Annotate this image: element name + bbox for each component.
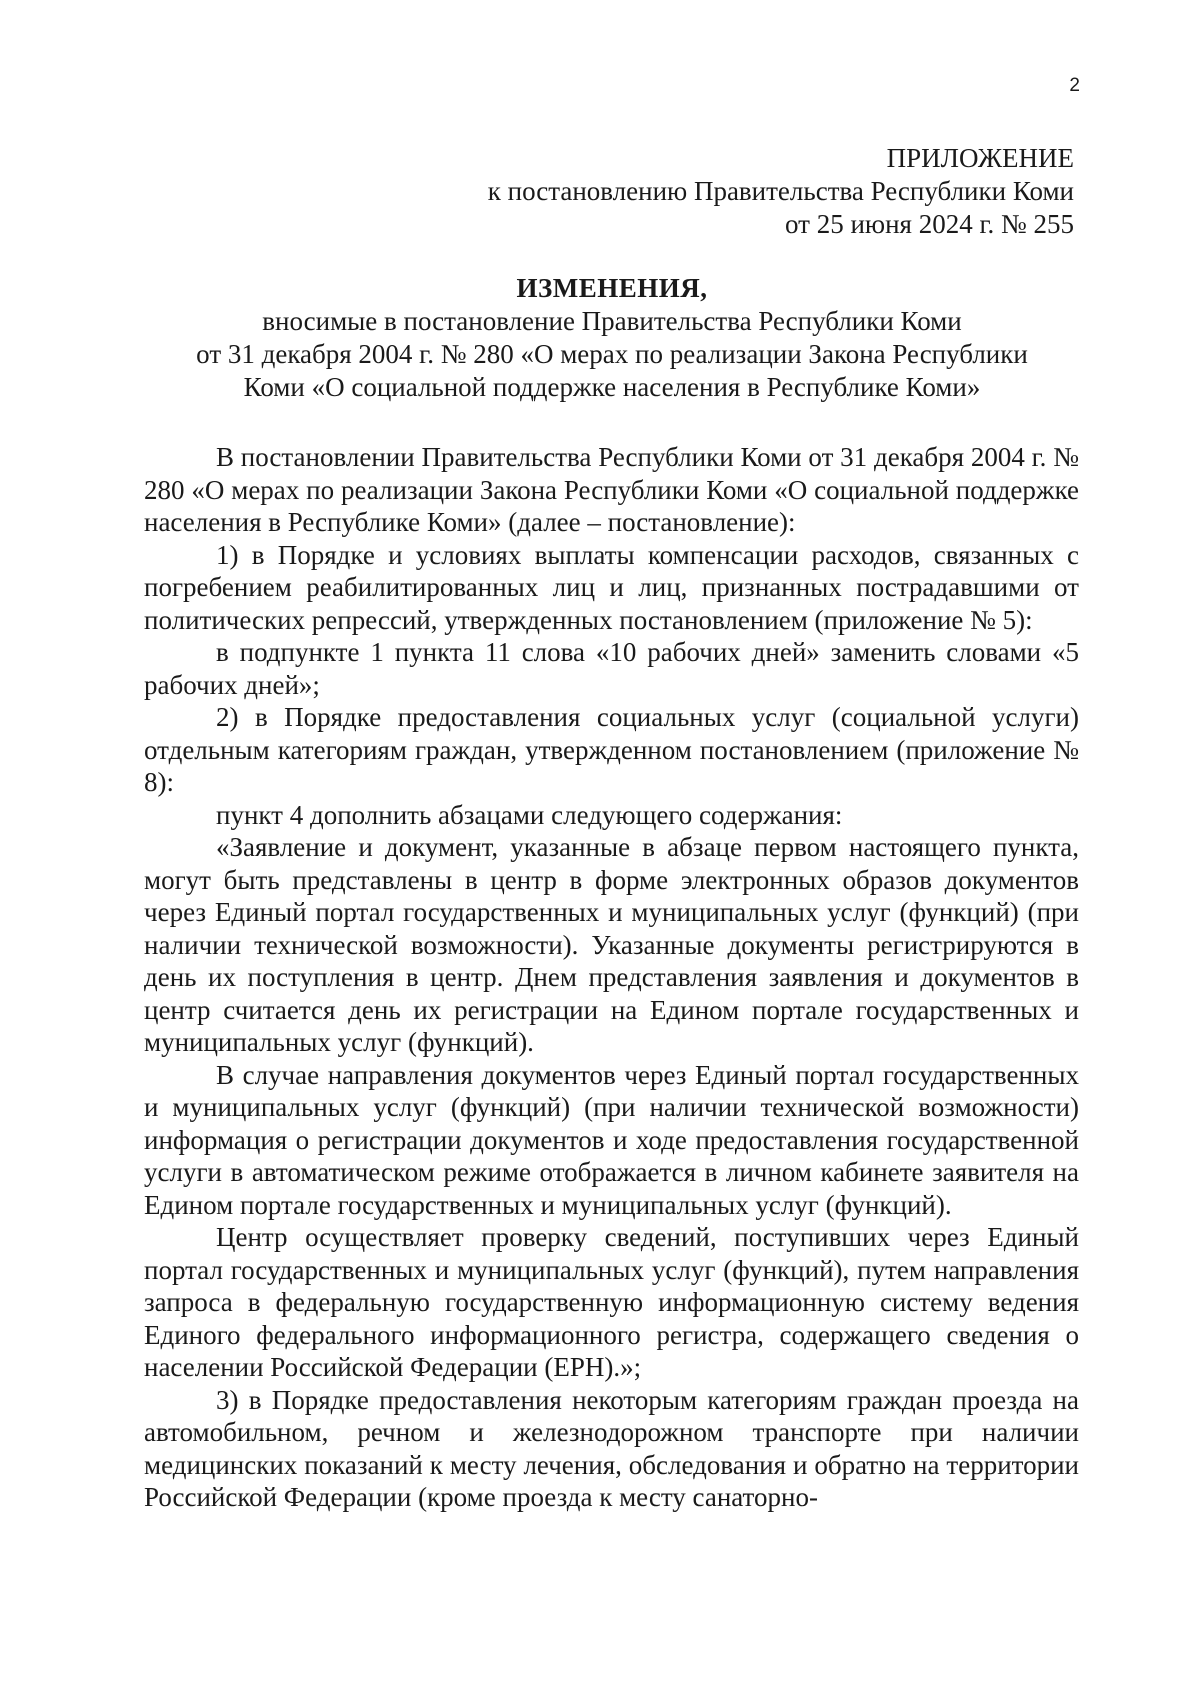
subtitle-line-2: от 31 декабря 2004 г. № 280 «О мерах по реализации Закона Республики xyxy=(196,339,1028,369)
appendix-block xyxy=(488,142,1074,241)
subtitle-line-1: вносимые в постановление Правительства Республики Коми xyxy=(262,306,962,336)
heading-block xyxy=(150,272,1074,404)
page-number: 2 xyxy=(1069,75,1080,96)
appendix-date: от 25 июня 2024 г. № 255 xyxy=(785,209,1074,239)
paragraph: Центр осуществляет проверку сведений, поступивших через Единый портал государственных и муниципальных услуг (функций), путем направления запроса в федеральную государственную информационную систему ведения Единого федерального информационного регистра, содержащего сведения о населении Российской Федерации (ЕРН).»; xyxy=(144,1222,1079,1382)
subtitle-line-3: Коми «О социальной поддержке населения в Республике Коми» xyxy=(243,372,981,402)
appendix-reference: к постановлению Правительства Республики Коми xyxy=(487,176,1074,206)
paragraph: пункт 4 дополнить абзацами следующего содержания: xyxy=(216,799,843,830)
document-body xyxy=(144,441,1079,1514)
document-title: ИЗМЕНЕНИЯ, xyxy=(516,273,708,303)
paragraph: В постановлении Правительства Республики Коми от 31 декабря 2004 г. № 280 «О мерах по реализации Закона Республики Коми «О социальной поддержке населения в Республике Коми» (далее – постановление): xyxy=(144,442,1079,537)
paragraph: 2) в Порядке предоставления социальных услуг (социальной услуги) отдельным категориям граждан, утвержденном постановлением (приложение № 8): xyxy=(144,702,1079,797)
paragraph: «Заявление и документ, указанные в абзаце первом настоящего пункта, могут быть представлены в центр в форме электронных образов документов через Единый портал государственных и муниципальных услуг (функций) (при наличии технической возможности). Указанные документы регистрируются в день их поступления в центр. Днем представления заявления и документов в центр считается день их регистрации на Едином портале государственных и муниципальных услуг (функций). xyxy=(144,832,1079,1057)
paragraph: в подпункте 1 пункта 11 слова «10 рабочих дней» заменить словами «5 рабочих дней»; xyxy=(144,637,1079,700)
paragraph: 1) в Порядке и условиях выплаты компенсации расходов, связанных с погребением реабилитированных лиц и лиц, признанных пострадавшими от политических репрессий, утвержденных постановлением (приложение № 5): xyxy=(144,539,1079,635)
appendix-label: ПРИЛОЖЕНИЕ xyxy=(886,143,1074,173)
paragraph: 3) в Порядке предоставления некоторым категориям граждан проезда на автомобильном, речном и железнодорожном транспорте при наличии медицинских показаний к месту лечения, обследования и обратно на территории Российской Федерации (кроме проезда к месту санаторно- xyxy=(144,1384,1079,1512)
paragraph: В случае направления документов через Единый портал государственных и муниципальных услуг (функций) (при наличии технической возможности) информация о регистрации документов и ходе предоставления государственной услуги в автоматическом режиме отображается в личном кабинете заявителя на Едином портале государственных и муниципальных услуг (функций). xyxy=(144,1059,1079,1220)
